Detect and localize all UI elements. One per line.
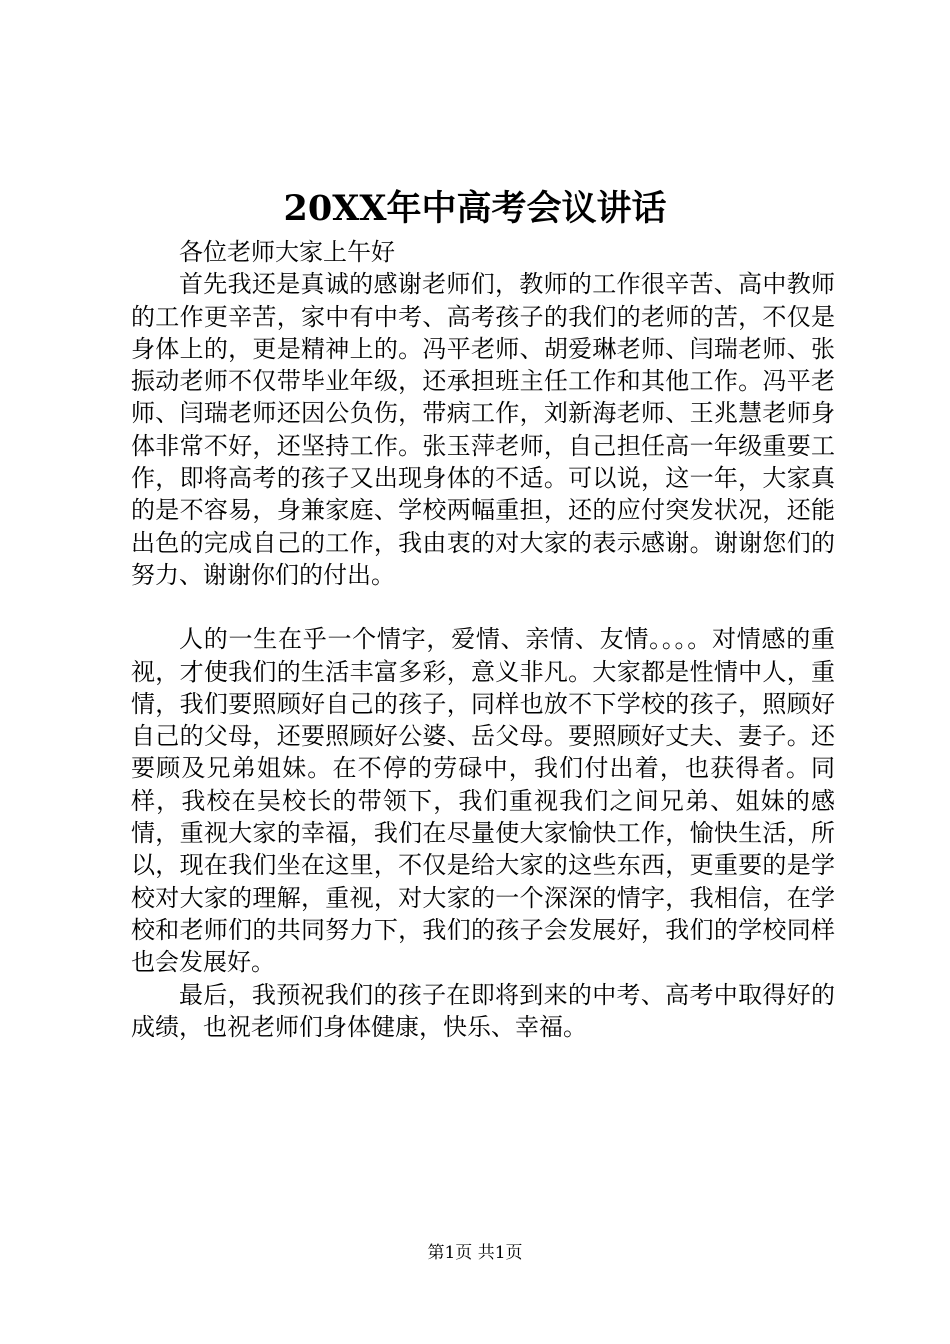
body-paragraph: 首先我还是真诚的感谢老师们，教师的工作很辛苦、高中教师的工作更辛苦，家中有中考、高考孩子的我们的老师的苦，不仅是身体上的，更是精神上的。冯平老师、胡爱琳老师、闫瑞老师、张振动老师不仅带毕业年级，还承担班主任工作和其他工作。冯平老师、闫瑞老师还因公负伤，带病工作，刘新海老师、王兆慧老师身体非常不好，还坚持工作。张玉萍老师，自己担任高一年级重要工作，即将高考的孩子又出现身体的不适。可以说，这一年，大家真的是不容易，身兼家庭、学校两幅重担，还的应付突发状况，还能出色的完成自己的工作，我由衷的对大家的表示感谢。谢谢您们的努力、谢谢你们的付出。: [131, 270, 835, 589]
greeting-paragraph: 各位老师大家上午好: [179, 238, 395, 266]
page-footer: 第1页 共1页: [427, 1243, 523, 1263]
document-title: 20XX年中高考会议讲话: [283, 188, 667, 229]
body-paragraph: 人的一生在乎一个情字，爱情、亲情、友情。。。。对情感的重视，才使我们的生活丰富多彩，意义非凡。大家都是性情中人，重情，我们要照顾好自己的孩子，同样也放不下学校的孩子，照顾好自己的父母，还要照顾好公婆、岳父母。要照顾好丈夫、妻子。还要顾及兄弟姐妹。在不停的劳碌中，我们付出着，也获得者。同样，我校在吴校长的带领下，我们重视我们之间兄弟、姐妹的感情，重视大家的幸福，我们在尽量使大家愉快工作，愉快生活，所以，现在我们坐在这里，不仅是给大家的这些东西，更重要的是学校对大家的理解，重视，对大家的一个深深的情字，我相信，在学校和老师们的共同努力下，我们的孩子会发展好，我们的学校同样也会发展好。: [131, 625, 835, 977]
document-body: [131, 236, 835, 1043]
body-paragraph: 最后，我预祝我们的孩子在即将到来的中考、高考中取得好的成绩，也祝老师们身体健康，快乐、幸福。: [131, 980, 835, 1041]
